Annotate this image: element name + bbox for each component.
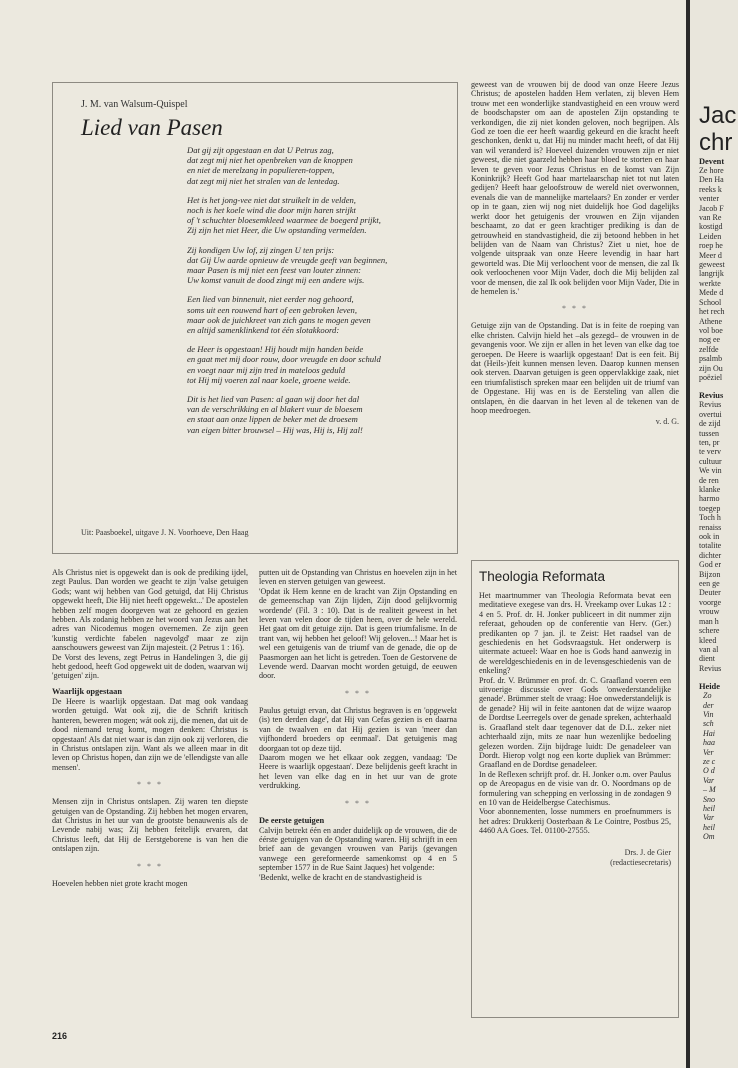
- column-1: [52, 568, 248, 888]
- right-text-line: haa: [703, 738, 715, 748]
- right-text-line: langrijk: [699, 269, 724, 279]
- page-number: 216: [52, 1031, 68, 1041]
- right-text-line: Deuter: [699, 588, 721, 598]
- right-text-line: cultuur: [699, 456, 722, 466]
- right-text-line: het rech: [699, 307, 725, 317]
- right-text-line: kleed: [699, 635, 717, 645]
- right-text-line: vol boe: [699, 325, 723, 335]
- poem-line: dat zegt mij niet het openbreken van de knoppen: [187, 155, 353, 166]
- right-text-line: Revius: [699, 663, 722, 673]
- right-page-title: [699, 102, 736, 156]
- right-text-line: [699, 382, 725, 391]
- right-text-line: reeks k: [699, 184, 722, 194]
- right-text-line: geweest: [699, 260, 725, 270]
- right-text-line: Hai: [703, 728, 715, 738]
- paragraph: Hoevelen hebben niet grote kracht mogen: [52, 878, 188, 888]
- section-separator: * * *: [345, 798, 371, 808]
- paragraph: putten uit de Opstanding van Christus en hoevelen zijn in het leven en sterven getuigen van geweest.: [259, 568, 457, 587]
- right-text-line: Bijzon: [699, 569, 721, 579]
- right-text-line: psalmb: [699, 354, 723, 364]
- right-text-line: man h: [699, 616, 719, 626]
- right-text-line: Ver: [703, 747, 714, 757]
- right-section-heading: Revius: [699, 391, 724, 401]
- right-text-line: Var: [703, 813, 715, 823]
- paragraph: Als Christus niet is opgewekt dan is ook de prediking ijdel, zegt Paulus. Dan worden we geacht te zijn 'valse getuigen Gods; want wij hebben van God getuigd, dat Hij Christus opgewekt heeft, Die Hij niet heeft opgewekt...' De apostelen hebben zelf mogen doorgeven wat ze gehoord en gezien hebben. Als zodanig hebben ze het woord van Jezus aan het adres van Nicodemus mogen overnemen. Ze zijn geen 'kunstig verdichte fabelen nagevolgd' maar ze zijn aanschouwers geweest van Zijn majesteit. (2 Petrus 1 : 16).: [52, 568, 248, 653]
- right-text-line: renaiss: [699, 522, 722, 532]
- paragraph: De Vorst des levens, zegt Petrus in Handelingen 3, die gij hebt gedood, heeft God opgewekt uit de doden, waarvan wij 'getuigen' zijn.: [52, 652, 248, 681]
- right-text-line: heil: [703, 822, 715, 832]
- poem-author: J. M. van Walsum-Quispel: [81, 99, 188, 110]
- paragraph: Daarom mogen we het elkaar ook zeggen, vandaag: 'De Heere is waarlijk opgestaan'. Deze belijdenis geeft kracht in het leven van elke dag en in het uur van de grote verdrukking.: [259, 752, 457, 791]
- right-text-line: dient: [699, 654, 715, 664]
- poem-line: noch is het koele wind die door mijn haren strijkt: [187, 205, 356, 216]
- section-separator: * * *: [137, 780, 163, 790]
- right-text-line: O d: [703, 766, 715, 776]
- right-text-line: Athene: [699, 316, 723, 326]
- column-2: [259, 568, 457, 882]
- right-text-line: Leiden: [699, 231, 722, 241]
- right-text-line: van Re: [699, 213, 722, 223]
- right-text-line: We vin: [699, 466, 722, 476]
- right-text-line: School: [699, 297, 722, 307]
- poem-stanza: [187, 344, 449, 385]
- right-text-line: dichter: [699, 550, 722, 560]
- poem-line: Dit is het lied van Pasen: al gaan wij door het dal: [187, 394, 360, 405]
- poem-line: Het is het jong-vee niet dat struikelt in de velden,: [187, 194, 356, 205]
- poem-line: de Heer is opgestaan! Hij houdt mijn handen beide: [187, 344, 364, 355]
- magazine-page-right-fragment: [690, 0, 738, 1068]
- poem-line: dat zegt mij niet het stralen van de lentedag.: [187, 175, 340, 186]
- paragraph: Paulus getuigt ervan, dat Christus begraven is en 'opgewekt (is) ten derden dage', dat Hij van Cefas gezien is en daarna van de twaalven en dat Hij gezien is van 'meer dan vijfhonderd broeders op eenmaal'. Dat getuigenis mag doorgaan tot op deze tijd.: [259, 705, 457, 753]
- right-section-heading: Devent: [699, 157, 725, 166]
- right-text-line: ze c: [703, 756, 716, 766]
- right-text-line: zijn Ou: [699, 363, 723, 373]
- paragraph: geweest van de vrouwen bij de dood van onze Heere Jezus Christus; de apostelen hadden Hem verlaten, zij bleven Hem trouw met een wonderlijke standvastigheid en een vrouw werd de boodschapster om aan de apostelen Zijn opstanding te verkondigen, die zij niet konden geloven, noch begrijpen. Als God ze toen die eer heeft waardig gekeurd en die kracht heeft geschonken, denkt u, dat Hij nu minder macht heeft, of dat Hij van wil veranderd is? Hoeveel duizenden vrouwen zijn er niet geweest, die niet gaarzeld hebben haar bloed te storten en haar leven te geven voor Jezus Christus en de komst van Zijn Koninkrijk? Heeft God haar martelaarschap niet tot nut laten gedijen? Heeft haar geloofstrouw de wereld niet overwonnen, evenals die van de mannelijke martelaars? En zonder er verder op in te gaan, zien wij nog niet duidelijk hoe God dagelijks werkt door het getuigenis der vrouwen en Zijn vijanden beschaamt, zo dat er geen krachtiger prediking is dan de getrouwheid en standvastigheid, die zij betoond hebben in het belijden van de Naam van Christus? Ziet u niet, hoe de volgende uitspraak van onze Heere levendig in haar hart geworteld was. Die Mij verloochent voor de mensen, die zal Ik ook verloochenen voor Mijn Vader, doch die Mij belijden zal voor de mensen, die zal Ik ook belijden voor Mijn Vader, Die in de hemelen is.': [471, 80, 679, 296]
- right-text-line: een ge: [699, 579, 720, 589]
- right-text-line: de ren: [699, 475, 719, 485]
- paragraph: Voor abonnementen, losse nummers en proefnummers is het adres: Drukkerij Oosterbaan & Le Cointre, Postbus 25, 4460 AA Goes. Tel. 01100-27555.: [479, 807, 671, 836]
- right-text-line: der: [703, 700, 714, 710]
- column-3: [471, 80, 679, 428]
- poem-line: maar ook de juichkreet van zich gans te mogen geven: [187, 314, 371, 325]
- paragraph: Mensen zijn in Christus ontslapen. Zij waren ten diepste getuigen van de Opstanding. Zij hebben het mogen ervaren, dat Christus in het uur van de grootste benauwenis als de Levende nabij was; Zij hebben feitelijk ervaren, dat Christus leeft, dat Hij de Eerstgeborene is van hen die ontslapen zijn.: [52, 797, 248, 854]
- poem-box: [52, 82, 458, 554]
- box-title: Theologia Reformata: [479, 569, 606, 584]
- right-text-line: Mede d: [699, 288, 724, 298]
- paragraph: Getuige zijn van de Opstanding. Dat is in feite de roeping van elke christen. Calvijn hield het –als gezegd– de vrouwen in de gevangenis voor. We zijn er allen in het leven van elke dag toe geroepen. De Heere is waarlijk opgestaan! Dat is een feit. Bij dat (Heils-)feit kunnen mensen leven. Daarop kunnen mensen ook sterven. Daarvan getuigen is geen oppervlakkige zaak, niet een triumfalistisch spreken maar een belijden uit de triumf van de Opgestane. Hij was en is de Eersteling van allen die ontslapen, èn die daarvan in het leven al de tekenen van de hoop meedroegen.: [471, 321, 679, 415]
- right-text-line: ten, pr: [699, 437, 720, 447]
- right-text-line: schere: [699, 626, 720, 636]
- right-text-line: Jacob F: [699, 203, 724, 213]
- right-text-line: – M: [703, 785, 716, 795]
- right-text-line: roep he: [699, 241, 723, 251]
- paragraph: 'Bedenkt, welke de kracht en de standvastigheid is: [259, 872, 422, 882]
- poem-line: Dat gij zijt opgestaan en dat U Petrus zag,: [187, 145, 334, 155]
- poem-line: dat Gij Uw aarde opnieuw de vreugde geeft van beginnen,: [187, 254, 388, 265]
- section-separator: * * *: [562, 304, 588, 314]
- right-text-line: heil: [703, 804, 715, 813]
- right-section-heading: Heide: [699, 682, 720, 692]
- right-text-line: kostigd: [699, 222, 723, 232]
- right-text-line: Vin: [703, 709, 714, 719]
- signature-name: Drs. J. de Gier: [624, 847, 671, 857]
- box-signature: [479, 848, 671, 868]
- section-separator: * * *: [137, 861, 163, 871]
- right-text-line: sch: [703, 719, 714, 729]
- section-heading: Waarlijk opgestaan: [52, 686, 123, 696]
- right-text-line: voorge: [699, 597, 722, 607]
- poem-line: van de verschrikking en al blakert vuur de bloesem: [187, 404, 363, 415]
- right-text-line: Ze hore: [699, 166, 724, 175]
- poem-stanza: [187, 394, 449, 435]
- right-text-line: Meer d: [699, 250, 722, 260]
- poem-line: en voegt naar mij zijn tred in mateloos geduld: [187, 364, 346, 375]
- section-heading: De eerste getuigen: [259, 815, 325, 825]
- poem-line: en gaat met mij door rouw, door vreugde en door schuld: [187, 354, 381, 365]
- poem-line: van eigen bitter brouwsel – Hij was, Hij is, Hij zal!: [187, 424, 363, 435]
- paragraph: Calvijn betrekt één en ander duidelijk op de vrouwen, die de éérste getuigen van de Opstanding waren. Hij schrijft in een brief aan de gevangen vrouwen van Parijs (gevangen vanwege een gereformeerde samenkomst op 4 en 5 september 1577 in de Rue Saint Jaques) het volgende:: [259, 825, 457, 873]
- right-text-line: Toch h: [699, 513, 721, 523]
- right-text-line: venter: [699, 194, 719, 204]
- poem-credit: Uit: Paasboekel, uitgave J. N. Voorhoeve, Den Haag: [81, 528, 249, 537]
- poem-line: en staat aan onze lippen de beker met de droesem: [187, 414, 358, 425]
- poem-title: Lied van Pasen: [81, 115, 223, 140]
- author-initials: v. d. G.: [655, 417, 679, 427]
- poem-stanza: [187, 294, 449, 335]
- right-text-line: Zo: [703, 691, 712, 701]
- right-text-line: toegep: [699, 503, 721, 513]
- right-text-line: van al: [699, 644, 719, 654]
- poem-line: en altijd samenklinkend tot één slotakkoord:: [187, 325, 340, 336]
- right-text-line: overtui: [699, 409, 722, 419]
- paragraph: Het maartnummer van Theologia Reformata bevat een meditatieve exegese van drs. H. Vreekamp over Lukas 12 : 4 en 5. Prof. dr. H. Jonker publiceert in dit nummer zijn referaat, gehouden op de conferentie van Herv. (Ger.) predikanten op 7 jan. jl. te Zeist: Het raadsel van de geschiedenis en het Godsvraagstuk. Het onderwerp is uitermate actueel: Waar en hoe is Gods hand aanwezig in de wereldgeschiedenis en in de levensgeschiedenis van de enkeling?: [479, 591, 671, 676]
- paragraph: In de Reflexen schrijft prof. dr. H. Jonker o.m. over Paulus op de Areopagus en de visie van dr. O. Noordmans op de formulering van schepping en verlossing in de zondagen 9 en 10 van de Heidelbergse Catechismus.: [479, 769, 671, 807]
- right-text-line: God er: [699, 560, 721, 570]
- poem-stanza: [187, 195, 449, 236]
- right-text-line: ook in: [699, 532, 720, 542]
- poem-line: soms uit een rouwend hart of een gebroken leven,: [187, 304, 358, 315]
- poem-line: tot Hij mij voeren zal naar koele, groene weide.: [187, 374, 351, 385]
- right-text-line: de zijd: [699, 419, 721, 429]
- theologia-reformata-box: [471, 560, 679, 1018]
- section-separator: * * *: [345, 688, 371, 698]
- signature-role: (redactiesecretaris): [610, 857, 671, 867]
- right-text-line: Om: [703, 832, 715, 842]
- poem-line: Zij zijn het niet Heer, die Uw opstanding vermelden.: [187, 225, 367, 236]
- poem-line: of 't schuchter bloesemkleed waarmee de boegerd prijkt,: [187, 215, 381, 226]
- poem-line: maar Pasen is mij niet een feest van louter zinnen:: [187, 265, 361, 276]
- right-text-line: Sno: [703, 794, 715, 804]
- poem-line: Uw komst vanuit de dood zingt mij een andere wijs.: [187, 275, 365, 286]
- poem-line: Zij kondigen Uw lof, zij zingen U ten prijs:: [187, 244, 335, 255]
- right-text-line: Den Ha: [699, 175, 724, 185]
- right-title-line: chr: [699, 129, 733, 156]
- right-page-text: [699, 157, 725, 842]
- poem-line: en niet de merelzang in populieren-toppen,: [187, 165, 335, 176]
- right-text-line: werkte: [699, 278, 721, 288]
- right-text-line: Var: [703, 775, 715, 785]
- poem-line: Een lied van binnenuit, niet eerder nog gehoord,: [187, 294, 354, 305]
- right-text-line: totalite: [699, 541, 722, 551]
- right-text-line: harmo: [699, 494, 720, 504]
- poem-body: [187, 145, 449, 444]
- right-text-line: [699, 673, 725, 682]
- right-text-line: tussen: [699, 428, 719, 438]
- right-title-line: Jac: [699, 102, 737, 129]
- poem-stanza: [187, 245, 449, 286]
- right-text-line: nog ee: [699, 335, 721, 345]
- paragraph: De Heere is waarlijk opgestaan. Dat mag ook vandaag worden getuigd. Wat ook zij, die de Schrift kritisch hanteren, beweren mogen; wát ook zij, die menen, dat uit de dood niemand terug komt, mogen denken: Christus is opgestaan! Als dat niet waar is dan zijn ook zij verloren, die in Christus ontslapen zijn. Want als we alleen maar in dit leven op Christus hopen, dan zijn we de 'ellendigste van alle mensen'.: [52, 696, 248, 772]
- right-text-line: vrouw: [699, 607, 720, 617]
- right-text-line: zelfde: [699, 344, 719, 354]
- right-text-line: poëziel: [699, 372, 723, 382]
- right-text-line: te verv: [699, 447, 721, 457]
- poem-stanza: [187, 145, 449, 186]
- paragraph: Prof. dr. V. Brümmer en prof. dr. C. Graafland voeren een uitvoerige discussie over Gods 'onwederstandelijke genade'. Brümmer stelt de vraag: Hoe onwederstandelijk is de genade? Hij wil in feite aantonen dat de wijze waarop de Dordtse Leerregels over de genade spreken, achterhaald is. Graafland stelt daar tegenover dat de D.L. zeker niet achterhaald zijn, mits ze naar hun wezenlijke bedoeling gelezen worden. Zijn bijdrage luidt: De genadeleer van Dordt. Hierop volgt nog een korte dupliek van Brümmer: Graafland en de Dordtse genadeleer.: [479, 675, 671, 770]
- paragraph: 'Opdat ik Hem kenne en de kracht van Zijn Opstanding en de gemeenschap van Zijn lijden, Zijn dood gelijkvormig wordende' (Fil. 3 : 10). Dat is de realiteit geweest in het leven van velen door de tijden heen, over de hele wereld. Het gaat om dit getuige zijn. Dat is geen triumfalisme. In de trant van, wij hebben het geloof! Wij geloven...! Maar het is wel een getuigenis van de triumf van de genade, die op de Paasmorgen aan het licht is getreden. Toen de Gestorvene de Levende werd. Daarvan mocht worden getuigd, de eeuwen door.: [259, 586, 457, 681]
- right-text-line: Revius: [699, 400, 722, 410]
- right-text-line: klanke: [699, 485, 721, 494]
